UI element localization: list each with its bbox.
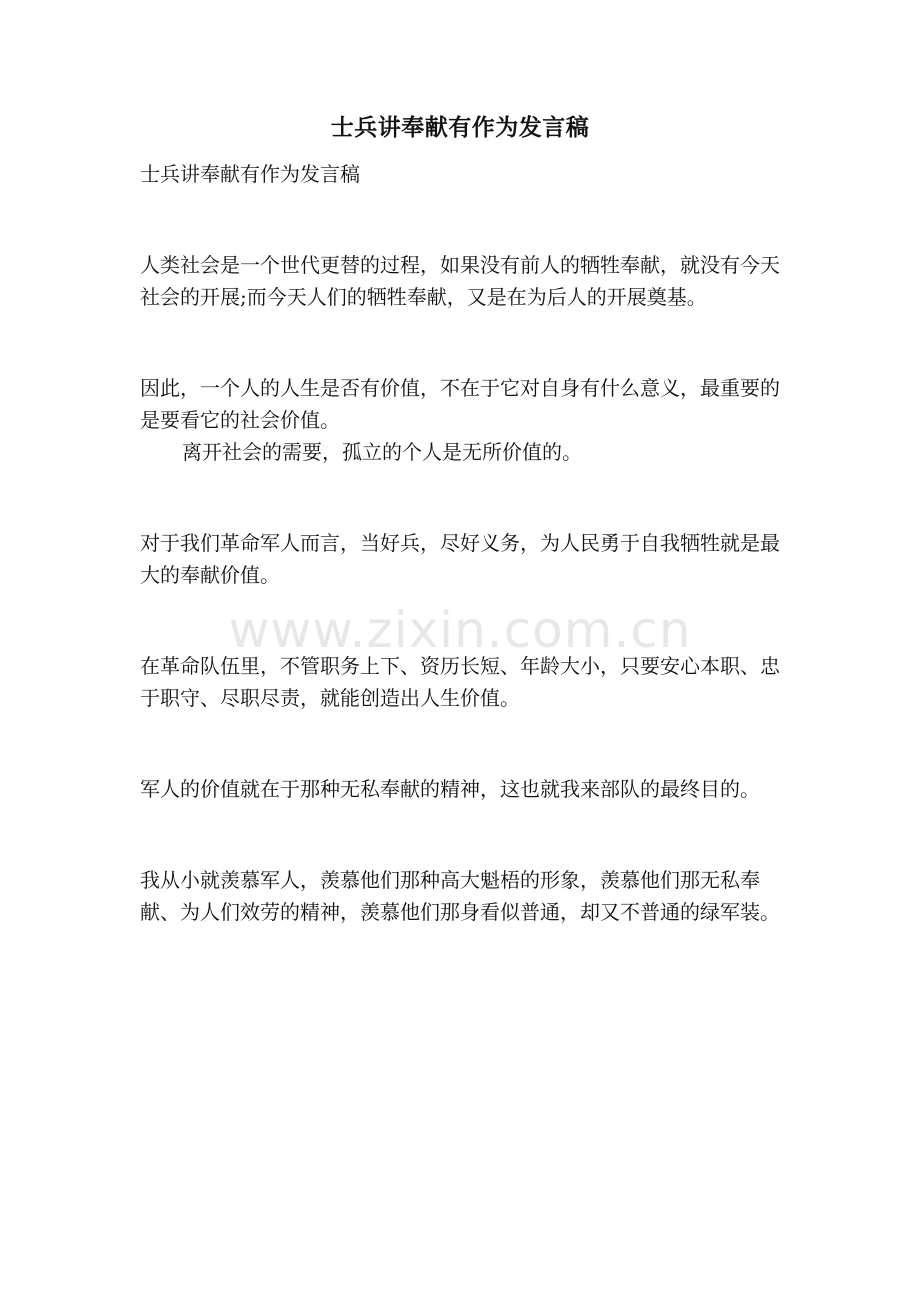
paragraph-4: 对于我们革命军人而言，当好兵，尽好义务，为人民勇于自我牺牲就是最大的奉献价值。 xyxy=(140,531,780,587)
paragraph-1: 人类社会是一个世代更替的过程，如果没有前人的牺牲奉献，就没有今天社会的开展;而今天人们的牺牲奉献，又是在为后人的开展奠基。 xyxy=(140,253,780,309)
paragraph-6: 军人的价值就在于那种无私奉献的精神，这也就我来部队的最终目的。 xyxy=(140,777,760,801)
subtitle: 士兵讲奉献有作为发言稿 xyxy=(140,162,360,186)
paragraph-3: 离开社会的需要，孤立的个人是无所价值的。 xyxy=(182,440,582,464)
paragraph-7: 我从小就羡慕军人，羡慕他们那种高大魁梧的形象，羡慕他们那无私奉献、为人们效劳的精神，羡慕他们那身看似普通，却又不普通的绿军装。 xyxy=(140,868,780,924)
document-title: 士兵讲奉献有作为发言稿 xyxy=(330,114,590,141)
document-body xyxy=(140,158,790,928)
paragraph-5: 在革命队伍里，不管职务上下、资历长短、年龄大小，只要安心本职、忠于职守、尽职尽责，就能创造出人生价值。 xyxy=(140,654,780,710)
watermark: www.zixin.com.cn xyxy=(228,601,692,659)
paragraph-2: 因此，一个人的人生是否有价值，不在于它对自身有什么意义，最重要的是要看它的社会价值。 xyxy=(140,376,780,432)
